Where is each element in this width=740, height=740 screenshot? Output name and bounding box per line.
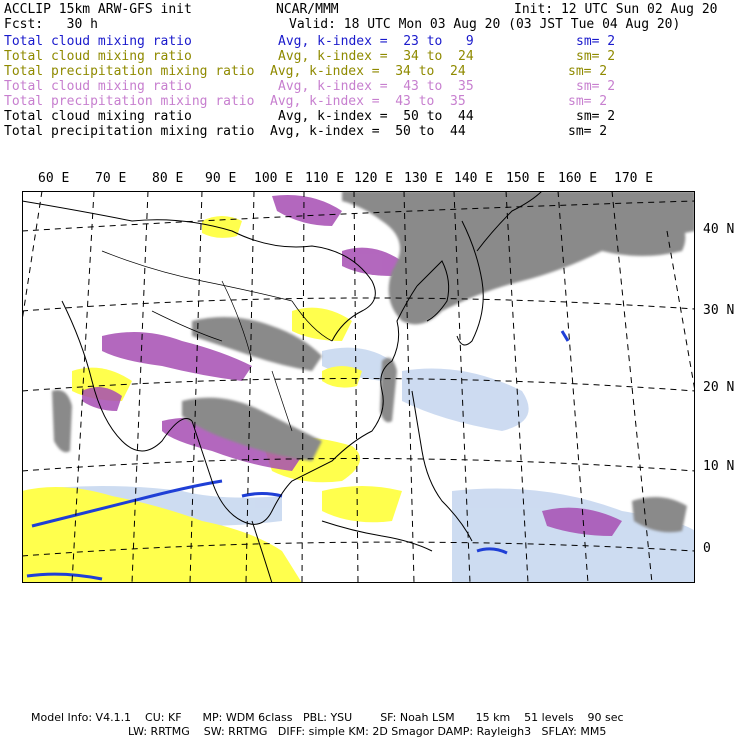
lon-label: 80 E xyxy=(152,171,184,186)
lon-label: 100 E xyxy=(254,171,294,186)
legend-1-avg: Avg, k-index = 23 to 9 xyxy=(278,34,474,49)
lon-label: 60 E xyxy=(38,171,70,186)
legend-1-sm: sm= 2 xyxy=(576,34,616,49)
legend-4-avg: Avg, k-index = 43 to 35 xyxy=(278,79,474,94)
lat-label: 10 N xyxy=(703,459,735,474)
legend-6-avg: Avg, k-index = 50 to 44 xyxy=(278,109,474,124)
lat-label: 40 N xyxy=(703,222,735,237)
model-title: ACCLIP 15km ARW-GFS init xyxy=(4,2,192,17)
lat-label: 30 N xyxy=(703,303,735,318)
lon-label: 70 E xyxy=(95,171,127,186)
model-info-line2: LW: RRTMG SW: RRTMG DIFF: simple KM: 2D Smagor DAMP: Rayleigh3 SFLAY: MM5 xyxy=(128,725,607,738)
legend-4-name: Total cloud mixing ratio xyxy=(4,79,192,94)
lon-label: 160 E xyxy=(558,171,598,186)
lon-label: 120 E xyxy=(354,171,394,186)
legend-5-avg: Avg, k-index = 43 to 35 xyxy=(270,94,466,109)
lon-label: 140 E xyxy=(454,171,494,186)
valid-time: Valid: 18 UTC Mon 03 Aug 20 (03 JST Tue 04 Aug 20) xyxy=(289,17,681,32)
legend-2-avg: Avg, k-index = 34 to 24 xyxy=(278,49,474,64)
legend-2-name: Total cloud mixing ratio xyxy=(4,49,192,64)
legend-4-sm: sm= 2 xyxy=(576,79,616,94)
forecast-map xyxy=(22,191,695,583)
forecast-hour: Fcst: 30 h xyxy=(4,17,98,32)
lat-label: 0 xyxy=(703,541,711,556)
lon-label: 130 E xyxy=(404,171,444,186)
lon-label: 110 E xyxy=(305,171,345,186)
org-label: NCAR/MMM xyxy=(276,2,339,17)
legend-3-name: Total precipitation mixing ratio xyxy=(4,64,255,79)
legend-5-name: Total precipitation mixing ratio xyxy=(4,94,255,109)
legend-2-sm: sm= 2 xyxy=(576,49,616,64)
legend-7-sm: sm= 2 xyxy=(568,124,608,139)
legend-6-sm: sm= 2 xyxy=(576,109,616,124)
legend-7-avg: Avg, k-index = 50 to 44 xyxy=(270,124,466,139)
lat-label: 20 N xyxy=(703,380,735,395)
legend-5-sm: sm= 2 xyxy=(568,94,608,109)
legend-1-name: Total cloud mixing ratio xyxy=(4,34,192,49)
init-time: Init: 12 UTC Sun 02 Aug 20 xyxy=(514,2,718,17)
lon-label: 150 E xyxy=(506,171,546,186)
lon-label: 170 E xyxy=(614,171,654,186)
legend-3-avg: Avg, k-index = 34 to 24 xyxy=(270,64,466,79)
legend-7-name: Total precipitation mixing ratio xyxy=(4,124,255,139)
lon-label: 90 E xyxy=(205,171,237,186)
legend-6-name: Total cloud mixing ratio xyxy=(4,109,192,124)
model-info-line1: Model Info: V4.1.1 CU: KF MP: WDM 6class PBL: YSU SF: Noah LSM 15 km 51 levels 90 sec xyxy=(31,711,624,724)
legend-3-sm: sm= 2 xyxy=(568,64,608,79)
